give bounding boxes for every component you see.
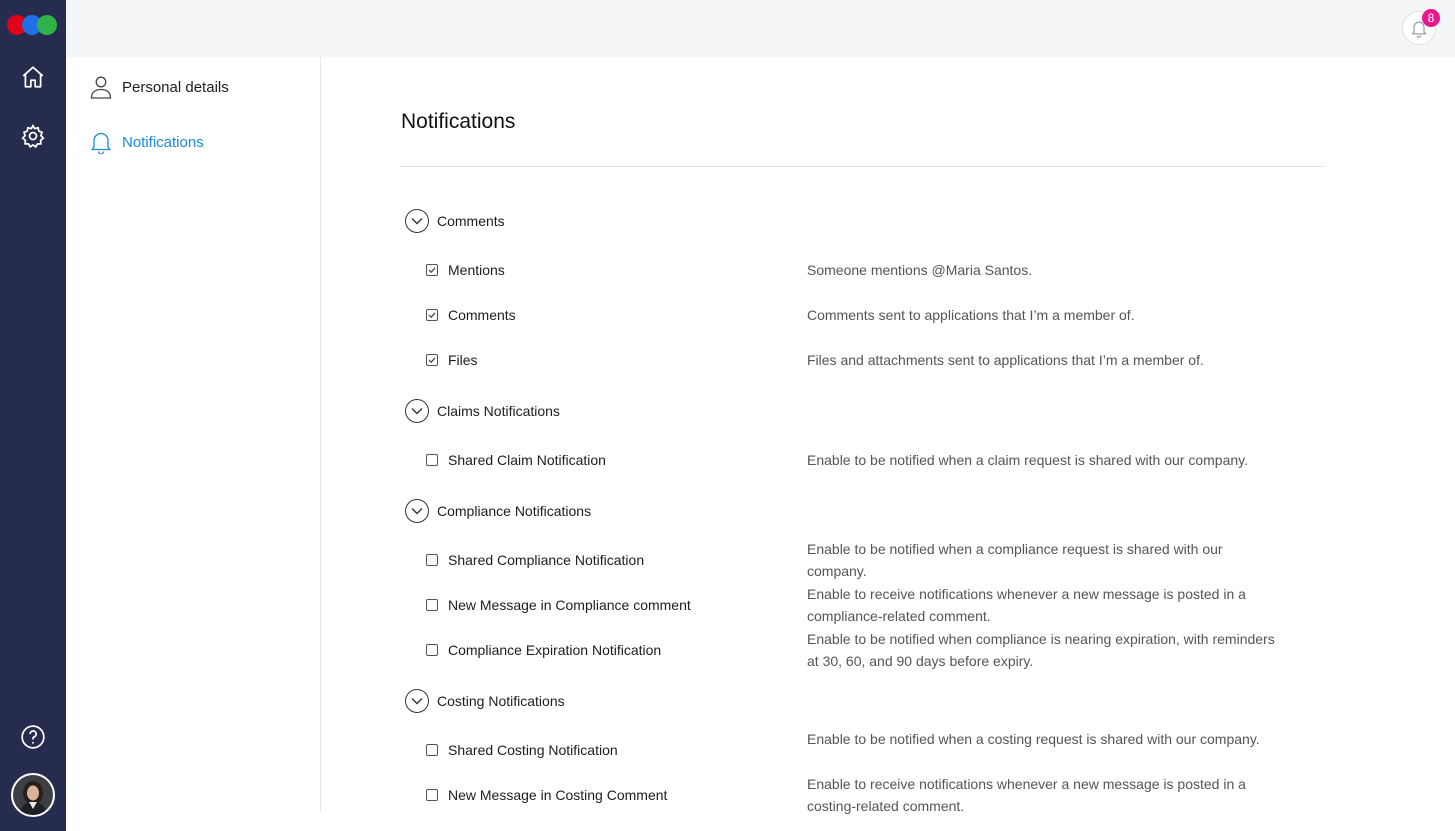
setting-label[interactable]: Shared Compliance Notification: [448, 552, 645, 568]
help-button[interactable]: [17, 721, 49, 753]
checkmark-icon: [428, 356, 436, 364]
notifications-button[interactable]: [1402, 11, 1436, 45]
compliance-comment-checkbox[interactable]: [426, 599, 438, 611]
group-title: Comments: [437, 213, 505, 229]
group-title: Compliance Notifications: [437, 503, 592, 519]
setting-row-shared-claim: [426, 448, 1326, 472]
shared-claim-checkbox[interactable]: [426, 454, 438, 466]
setting-label[interactable]: Shared Costing Notification: [448, 742, 618, 758]
app-logo[interactable]: [7, 15, 59, 37]
subnav-item-personal-details[interactable]: [90, 72, 229, 102]
app-rail: [0, 0, 66, 831]
group-header-claims[interactable]: [405, 397, 560, 425]
page-title: Notifications: [401, 110, 516, 133]
chevron-down-icon: [405, 399, 429, 423]
setting-description: Enable to receive notifications whenever a new message is posted in a costing-related comment.: [807, 776, 1246, 814]
logo-dot-green: [37, 15, 57, 35]
compliance-expiration-checkbox[interactable]: [426, 644, 438, 656]
notification-count-badge: 8: [1422, 9, 1440, 27]
shared-costing-checkbox[interactable]: [426, 744, 438, 756]
costing-comment-checkbox[interactable]: [426, 789, 438, 801]
setting-row-shared-compliance: [426, 541, 1326, 579]
group-title: Claims Notifications: [437, 403, 560, 419]
bell-icon: [90, 130, 112, 154]
setting-description: Enable to be notified when a costing request is shared with our company.: [807, 731, 1260, 747]
setting-label[interactable]: New Message in Costing Comment: [448, 787, 668, 803]
user-avatar[interactable]: [11, 773, 55, 817]
setting-description: Enable to be notified when compliance is nearing expiration, with reminders at 30, 60, and 90 days before expiry.: [807, 631, 1275, 669]
setting-description: Enable to be notified when a compliance request is shared with our company.: [807, 541, 1223, 579]
setting-label[interactable]: Compliance Expiration Notification: [448, 642, 662, 658]
setting-label[interactable]: Comments: [448, 307, 516, 323]
home-icon: [20, 64, 46, 90]
setting-row-compliance-comment: [426, 586, 1326, 624]
chevron-down-icon: [405, 209, 429, 233]
chevron-down-icon: [405, 499, 429, 523]
home-button[interactable]: [17, 61, 49, 93]
help-icon: [20, 724, 46, 750]
setting-row-files: [426, 348, 1326, 372]
setting-row-compliance-expiration: [426, 631, 1326, 669]
setting-description: Enable to be notified when a claim request is shared with our company.: [807, 452, 1248, 468]
checkmark-icon: [428, 311, 436, 319]
setting-description: Comments sent to applications that I’m a member of.: [807, 307, 1135, 323]
chevron-down-icon: [405, 689, 429, 713]
setting-row-comments: [426, 303, 1326, 327]
mentions-checkbox[interactable]: [426, 264, 438, 276]
avatar-image: [13, 775, 53, 815]
settings-subnav: [66, 57, 321, 812]
gear-icon: [20, 123, 46, 149]
setting-label[interactable]: New Message in Compliance comment: [448, 597, 691, 613]
group-header-comments[interactable]: [405, 207, 505, 235]
group-header-compliance[interactable]: [405, 497, 591, 525]
setting-label[interactable]: Files: [448, 352, 478, 368]
setting-description: Enable to receive notifications whenever a new message is posted in a compliance-related comment.: [807, 586, 1246, 624]
setting-row-costing-comment: [426, 776, 1326, 814]
person-icon: [90, 75, 112, 99]
title-divider: [401, 166, 1323, 167]
setting-row-mentions: [426, 258, 1326, 282]
comments-checkbox[interactable]: [426, 309, 438, 321]
subnav-item-label: Notifications: [122, 133, 204, 151]
setting-label[interactable]: Shared Claim Notification: [448, 452, 606, 468]
group-title: Costing Notifications: [437, 693, 565, 709]
shared-compliance-checkbox[interactable]: [426, 554, 438, 566]
checkmark-icon: [428, 266, 436, 274]
settings-button[interactable]: [17, 120, 49, 152]
group-header-costing[interactable]: [405, 687, 565, 715]
setting-description: Files and attachments sent to applications that I’m a member of.: [807, 352, 1204, 368]
top-bar: [66, 0, 1455, 57]
setting-label[interactable]: Mentions: [448, 262, 505, 278]
setting-row-shared-costing: [426, 731, 1326, 762]
subnav-item-notifications[interactable]: [90, 127, 204, 157]
files-checkbox[interactable]: [426, 354, 438, 366]
setting-description: Someone mentions @Maria Santos.: [807, 262, 1033, 278]
subnav-item-label: Personal details: [122, 78, 229, 96]
